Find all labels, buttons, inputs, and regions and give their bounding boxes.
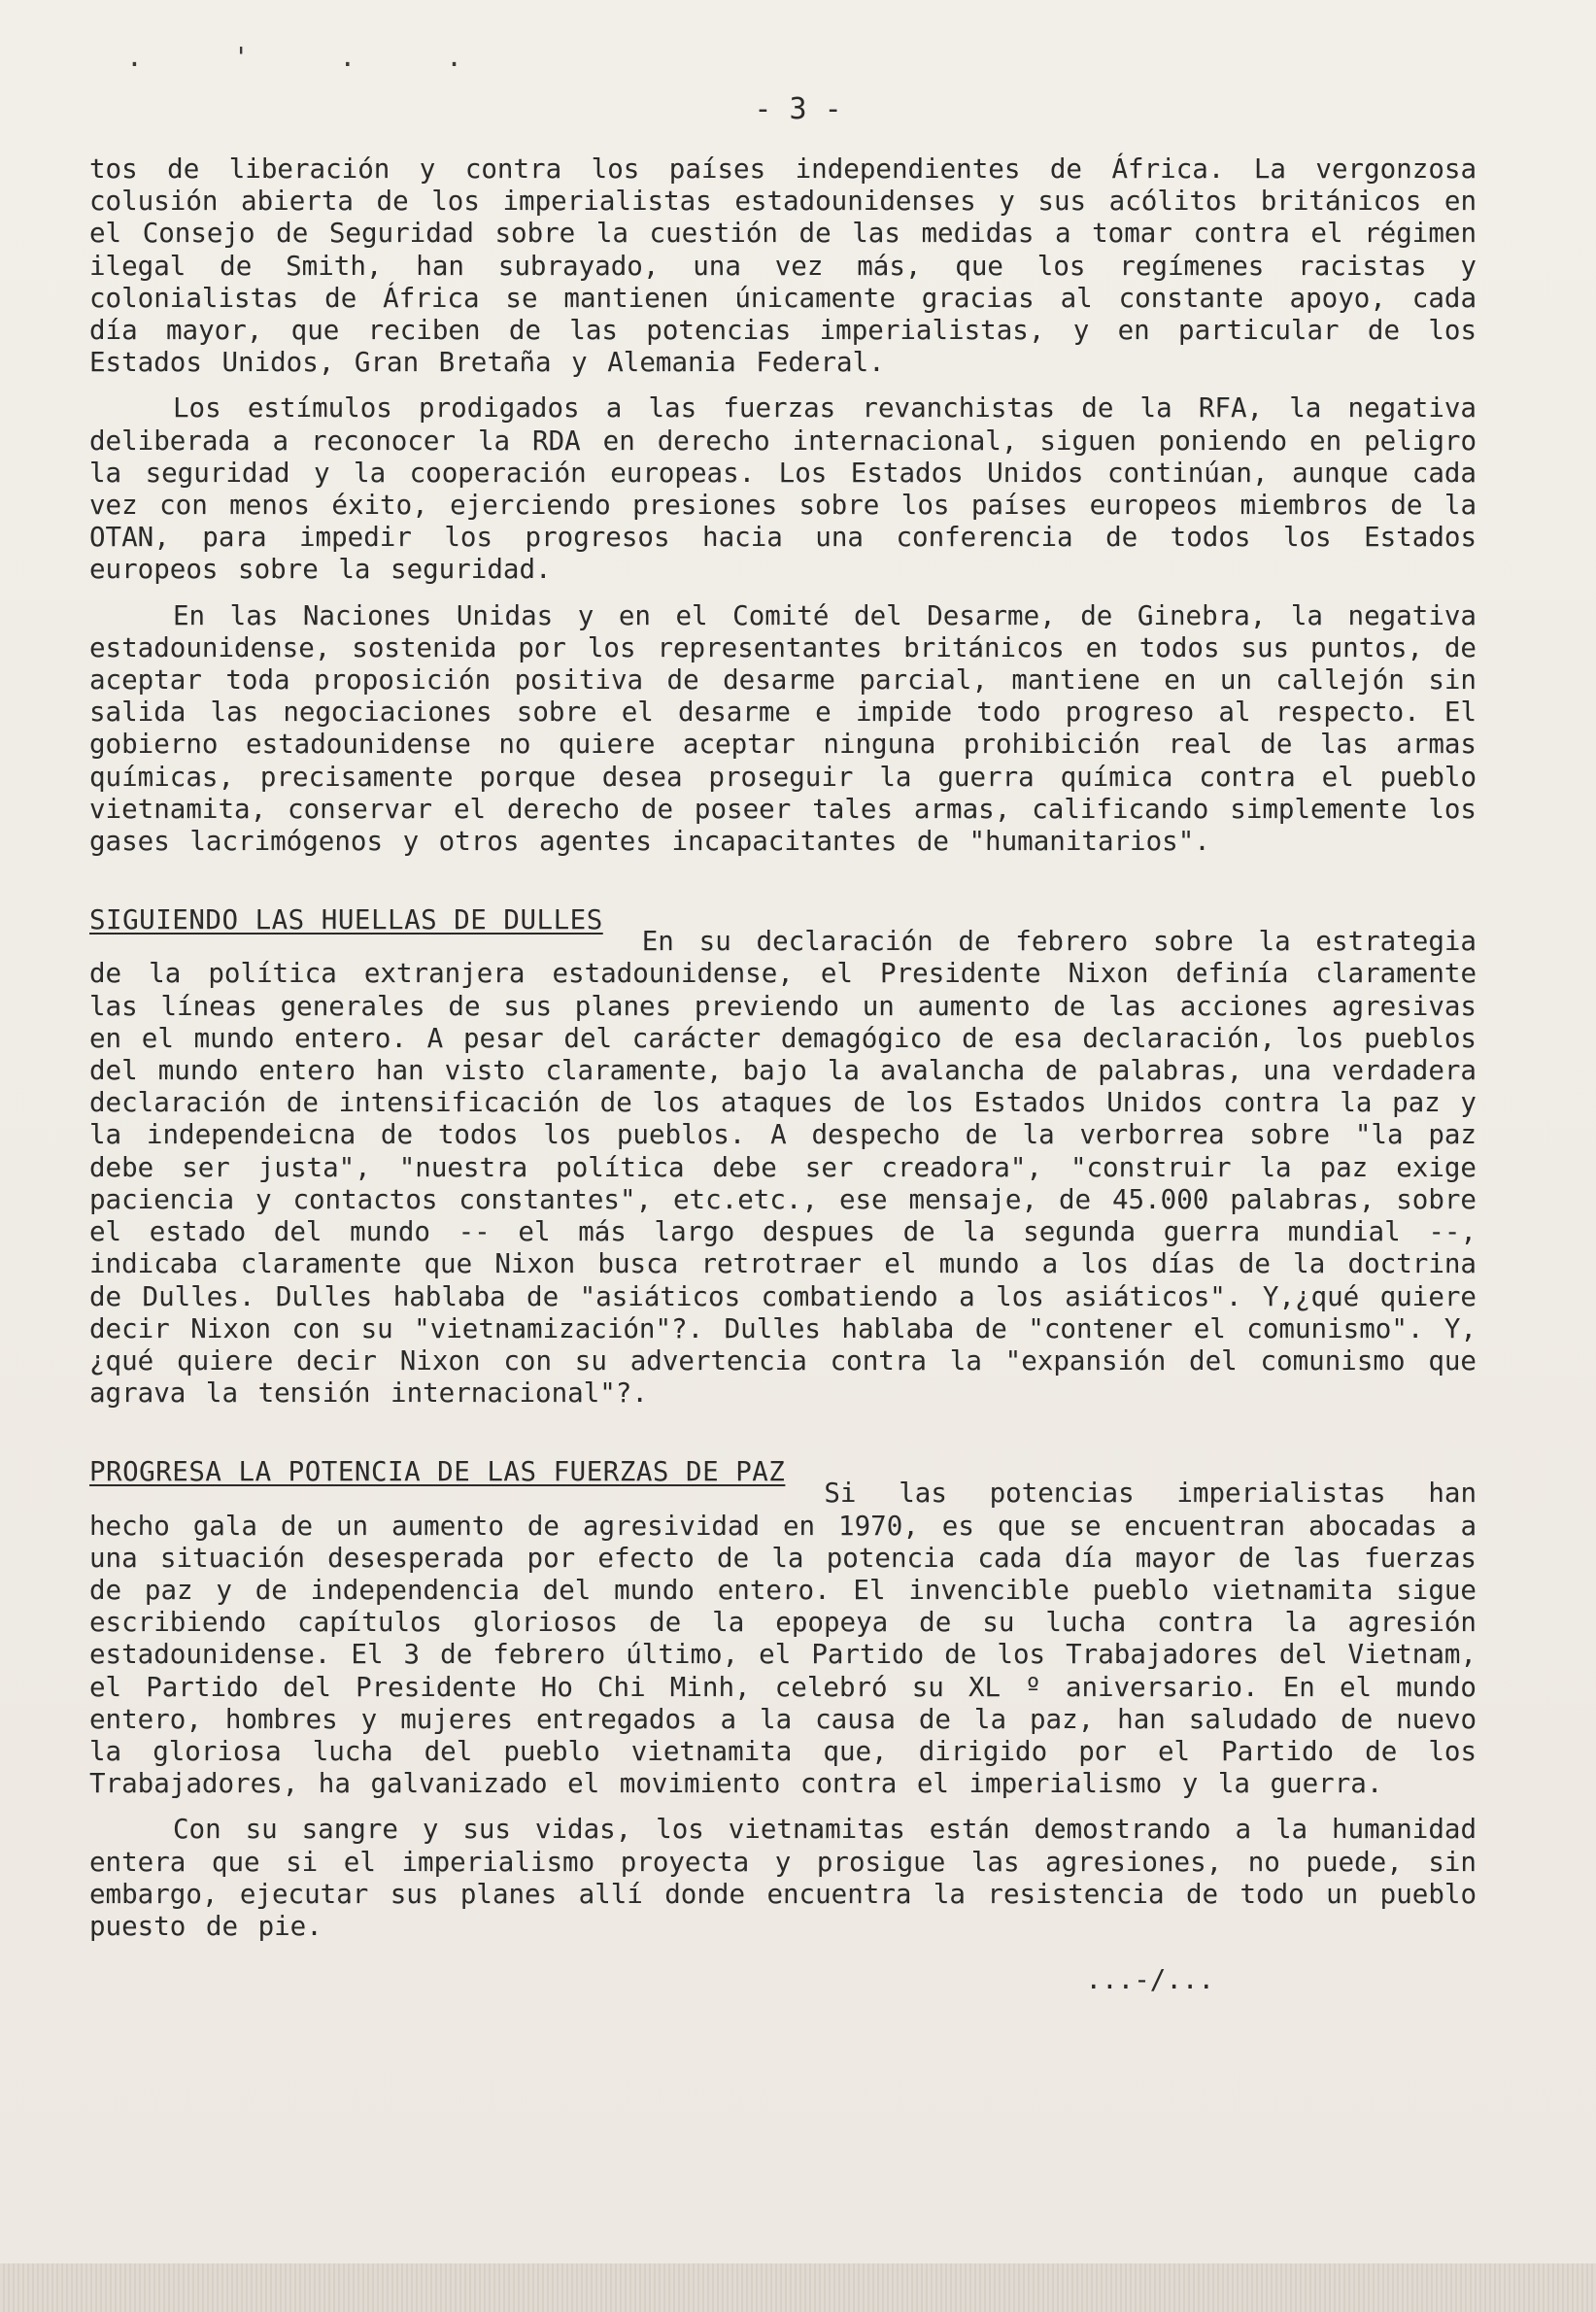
section-heading-paz: PROGRESA LA POTENCIA DE LAS FUERZAS DE PAZ: [89, 1456, 786, 1488]
continuation-mark: ...-/...: [1085, 1964, 1214, 1996]
paragraph-intro-1: tos de liberación y contra los países independientes de África. La vergonzosa colusión abierta de los imperialistas estadounidenses y sus acólitos británicos en el Consejo de Seguridad sobre la cuestión de las medidas a tomar contra el régimen ilegal de Smith, han subrayado, una vez más, que los regímenes racistas y colonialistas de África se mantienen únicamente gracias al constante apoyo, cada día mayor, que reciben de las potencias imperialistas, y en particular de los Estados Unidos, Gran Bretaña y Alemania Federal.: [89, 153, 1477, 379]
page-number: - 3 -: [754, 92, 842, 126]
section-text-paz: Si las potencias imperialistas han hecho gala de un aumento de agresividad en 1970, es que se encuentran abocadas a una situación desesperada por efecto de la potencia cada día mayor de las fuerzas de paz y de independencia del mundo entero. El invencible pueblo vietnamita sigue escribiendo capítulos gloriosos de la epopeya de su lucha contra la agresión estadounidense. El 3 de febrero último, el Partido de los Trabajadores del Vietnam, el Partido del Presidente Ho Chi Minh, celebró su XL º aniversario. En el mundo entero, hombres y mujeres entregados a la causa de la paz, han saludado de nuevo la gloriosa lucha del pueblo vietnamita que, dirigido por el Partido de los Trabajadores, ha galvanizado el movimiento contra el imperialismo y la guerra.: [89, 1478, 1477, 1800]
section-dulles: [89, 904, 1477, 1410]
section-text-dulles: En su declaración de febrero sobre la estrategia de la política extranjera estadounidense, el Presidente Nixon definía claramente las líneas generales de sus planes previendo un aumento de las acciones agresivas en el mundo entero. A pesar del carácter demagógico de esa declaración, los pueblos del mundo entero han visto claramente, bajo la avalancha de palabras, una verdadera declaración de intensificación de los ataques de los Estados Unidos contra la paz y la independeicna de todos los pueblos. A despecho de la verborrea sobre "la paz debe ser justa", "nuestra política debe ser creadora", "construir la paz exige paciencia y contactos constantes", etc.etc., ese mensaje, de 45.000 palabras, sobre el estado del mundo -- el más largo despues de la segunda guerra mundial --, indicaba claramente que Nixon busca retrotraer el mundo a los días de la doctrina de Dulles. Dulles hablaba de "asiáticos combatiendo a los asiáticos". Y,¿qué quiere decir Nixon con su "vietnamización"?. Dulles hablaba de "contener el comunismo". Y,¿qué quiere decir Nixon con su advertencia contra la "expansión del comunismo que agrava la tensión internacional"?.: [89, 926, 1477, 1410]
scan-bottom-edge: [0, 2263, 1596, 2312]
section-paz: [89, 1456, 1477, 1800]
page-body: [89, 153, 1477, 1995]
paragraph-intro-3: En las Naciones Unidas y en el Comité del Desarme, de Ginebra, la negativa estadounidense, sostenida por los representantes británicos en todos sus puntos, de aceptar toda proposición positiva de desarme parcial, mantiene en un callejón sin salida las negociaciones sobre el desarme e impide todo progreso al respecto. El gobierno estadounidense no quiere aceptar ninguna prohibición real de las armas químicas, precisamente porque desea proseguir la guerra química contra el pueblo vietnamita, conservar el derecho de poseer tales armas, calificando simplemente los gases lacrimógenos y otros agentes incapacitantes de "humanitarios".: [89, 599, 1477, 858]
corner-marks: . ' . .: [126, 41, 500, 73]
closing-paragraph: Con su sangre y sus vidas, los vietnamitas están demostrando a la humanidad entera que si el imperialismo proyecta y prosigue las agresiones, no puede, sin embargo, ejecutar sus planes allí donde encuentra la resistencia de todo un pueblo puesto de pie.: [89, 1814, 1477, 1942]
section-heading-dulles: SIGUIENDO LAS HUELLAS DE DULLES: [89, 904, 603, 936]
paragraph-intro-2: Los estímulos prodigados a las fuerzas revanchistas de la RFA, la negativa deliberada a reconocer la RDA en derecho internacional, siguen poniendo en peligro la seguridad y la cooperación europeas. Los Estados Unidos continúan, aunque cada vez con menos éxito, ejerciendo presiones sobre los países europeos miembros de la OTAN, para impedir los progresos hacia una conferencia de todos los Estados europeos sobre la seguridad.: [89, 392, 1477, 586]
